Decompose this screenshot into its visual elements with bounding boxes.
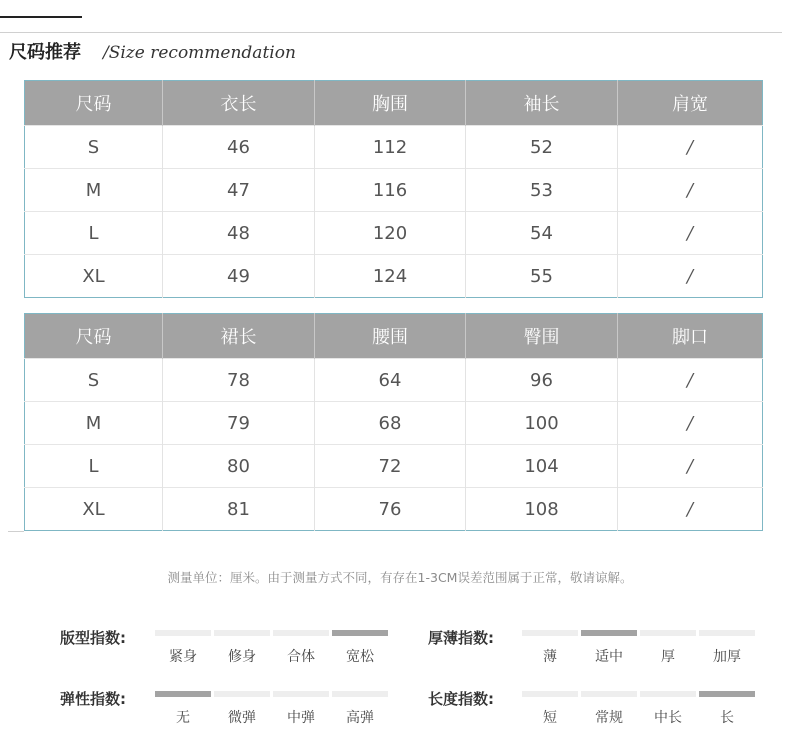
table-row <box>25 359 763 402</box>
thickness-option <box>581 630 637 666</box>
header-cell-hip: 臀围 <box>466 314 618 359</box>
length-option <box>522 691 578 727</box>
elasticity-option-bar <box>273 691 329 697</box>
table-cell: 120 <box>315 212 466 255</box>
thickness-index-label: 厚薄指数: <box>428 629 494 647</box>
bottom-size-table <box>24 313 763 531</box>
table-cell: / <box>618 169 763 212</box>
fit-option-bar <box>273 630 329 636</box>
table-cell: 64 <box>315 359 466 402</box>
elasticity-option <box>155 691 211 727</box>
table-cell: 54 <box>466 212 618 255</box>
thickness-option-bar <box>699 630 755 636</box>
thickness-option-bar <box>522 630 578 636</box>
thickness-option <box>699 630 755 666</box>
table-cell: XL <box>25 488 163 531</box>
header-cell-sleeve: 袖长 <box>466 81 618 126</box>
measurement-note: 测量单位：厘米。由于测量方式不同，有存在1-3CM误差范围属于正常，敬请谅解。 <box>167 570 633 585</box>
header-cell-size: 尺码 <box>25 81 163 126</box>
length-option-label: 常规 <box>595 710 623 726</box>
header-cell-waist: 腰围 <box>315 314 466 359</box>
elasticity-option-bar <box>332 691 388 697</box>
thickness-option-label: 加厚 <box>713 649 741 665</box>
table-cell: 104 <box>466 445 618 488</box>
table-cell: 96 <box>466 359 618 402</box>
table-cell: 124 <box>315 255 466 298</box>
thickness-option-label: 适中 <box>595 649 623 665</box>
table-row <box>25 169 763 212</box>
length-option-bar <box>699 691 755 697</box>
title-chinese: 尺码推荐 <box>9 42 81 63</box>
table-header-row <box>25 81 763 126</box>
elasticity-option-bar <box>214 691 270 697</box>
table-cell: 53 <box>466 169 618 212</box>
fit-option <box>273 630 329 666</box>
thickness-index-scale <box>522 630 758 666</box>
section-title <box>9 38 296 66</box>
top-size-table <box>24 80 763 298</box>
thickness-option-label: 薄 <box>543 649 557 665</box>
fit-option-label: 合体 <box>287 649 315 665</box>
elasticity-index-scale <box>155 691 391 727</box>
length-option-label: 短 <box>543 710 557 726</box>
elasticity-option-label: 中弹 <box>287 710 315 726</box>
table-cell: 112 <box>315 126 466 169</box>
table-cell: 68 <box>315 402 466 445</box>
table-cell: 48 <box>163 212 315 255</box>
fit-option <box>155 630 211 666</box>
fit-option-label: 紧身 <box>169 649 197 665</box>
table-cell: L <box>25 445 163 488</box>
table-cell: / <box>618 359 763 402</box>
table-row <box>25 212 763 255</box>
table-header-row <box>25 314 763 359</box>
table-cell: 49 <box>163 255 315 298</box>
elasticity-option-bar <box>155 691 211 697</box>
length-option-bar <box>640 691 696 697</box>
length-option-bar <box>581 691 637 697</box>
table-cell: 72 <box>315 445 466 488</box>
header-accent-line <box>0 16 82 18</box>
elasticity-index-label: 弹性指数: <box>60 690 126 708</box>
fit-option <box>214 630 270 666</box>
elasticity-option-label: 高弹 <box>346 710 374 726</box>
table-row <box>25 402 763 445</box>
table-cell: / <box>618 402 763 445</box>
length-option-label: 长 <box>720 710 734 726</box>
elasticity-option <box>273 691 329 727</box>
title-english: /Size recommendation <box>103 43 296 63</box>
table-cell: S <box>25 359 163 402</box>
table-cell: S <box>25 126 163 169</box>
header-cell-length: 衣长 <box>163 81 315 126</box>
length-option <box>699 691 755 727</box>
fit-option <box>332 630 388 666</box>
table-cell: 46 <box>163 126 315 169</box>
table-cell: M <box>25 169 163 212</box>
fit-option-label: 修身 <box>228 649 256 665</box>
table-cell: 80 <box>163 445 315 488</box>
table-cell: 108 <box>466 488 618 531</box>
elasticity-option-label: 微弹 <box>228 710 256 726</box>
table-cell: XL <box>25 255 163 298</box>
length-index-scale <box>522 691 758 727</box>
length-option-label: 中长 <box>654 710 682 726</box>
table-cell: 100 <box>466 402 618 445</box>
fit-index-scale <box>155 630 391 666</box>
header-divider <box>0 32 782 33</box>
table-cell: / <box>618 445 763 488</box>
table-cell: / <box>618 126 763 169</box>
table-cell: 79 <box>163 402 315 445</box>
decorative-divider <box>8 531 24 532</box>
table-cell: 52 <box>466 126 618 169</box>
thickness-option-label: 厚 <box>661 649 675 665</box>
header-cell-size: 尺码 <box>25 314 163 359</box>
header-cell-skirt-length: 裙长 <box>163 314 315 359</box>
thickness-option-bar <box>640 630 696 636</box>
header-cell-hem: 脚口 <box>618 314 763 359</box>
table-row <box>25 255 763 298</box>
thickness-option-bar <box>581 630 637 636</box>
table-cell: 116 <box>315 169 466 212</box>
elasticity-option <box>214 691 270 727</box>
table-row <box>25 488 763 531</box>
fit-option-bar <box>214 630 270 636</box>
table-cell: 76 <box>315 488 466 531</box>
header-cell-shoulder: 肩宽 <box>618 81 763 126</box>
table-cell: / <box>618 488 763 531</box>
table-cell: L <box>25 212 163 255</box>
length-index-label: 长度指数: <box>428 690 494 708</box>
table-cell: 55 <box>466 255 618 298</box>
thickness-option <box>522 630 578 666</box>
fit-option-bar <box>155 630 211 636</box>
table-row <box>25 126 763 169</box>
length-option-bar <box>522 691 578 697</box>
table-cell: / <box>618 212 763 255</box>
fit-option-label: 宽松 <box>346 649 374 665</box>
elasticity-option <box>332 691 388 727</box>
table-cell: 47 <box>163 169 315 212</box>
length-option <box>640 691 696 727</box>
fit-option-bar <box>332 630 388 636</box>
table-cell: 81 <box>163 488 315 531</box>
table-row <box>25 445 763 488</box>
table-cell: / <box>618 255 763 298</box>
table-cell: 78 <box>163 359 315 402</box>
thickness-option <box>640 630 696 666</box>
elasticity-option-label: 无 <box>176 710 190 726</box>
table-cell: M <box>25 402 163 445</box>
fit-index-label: 版型指数: <box>60 629 126 647</box>
header-cell-bust: 胸围 <box>315 81 466 126</box>
length-option <box>581 691 637 727</box>
